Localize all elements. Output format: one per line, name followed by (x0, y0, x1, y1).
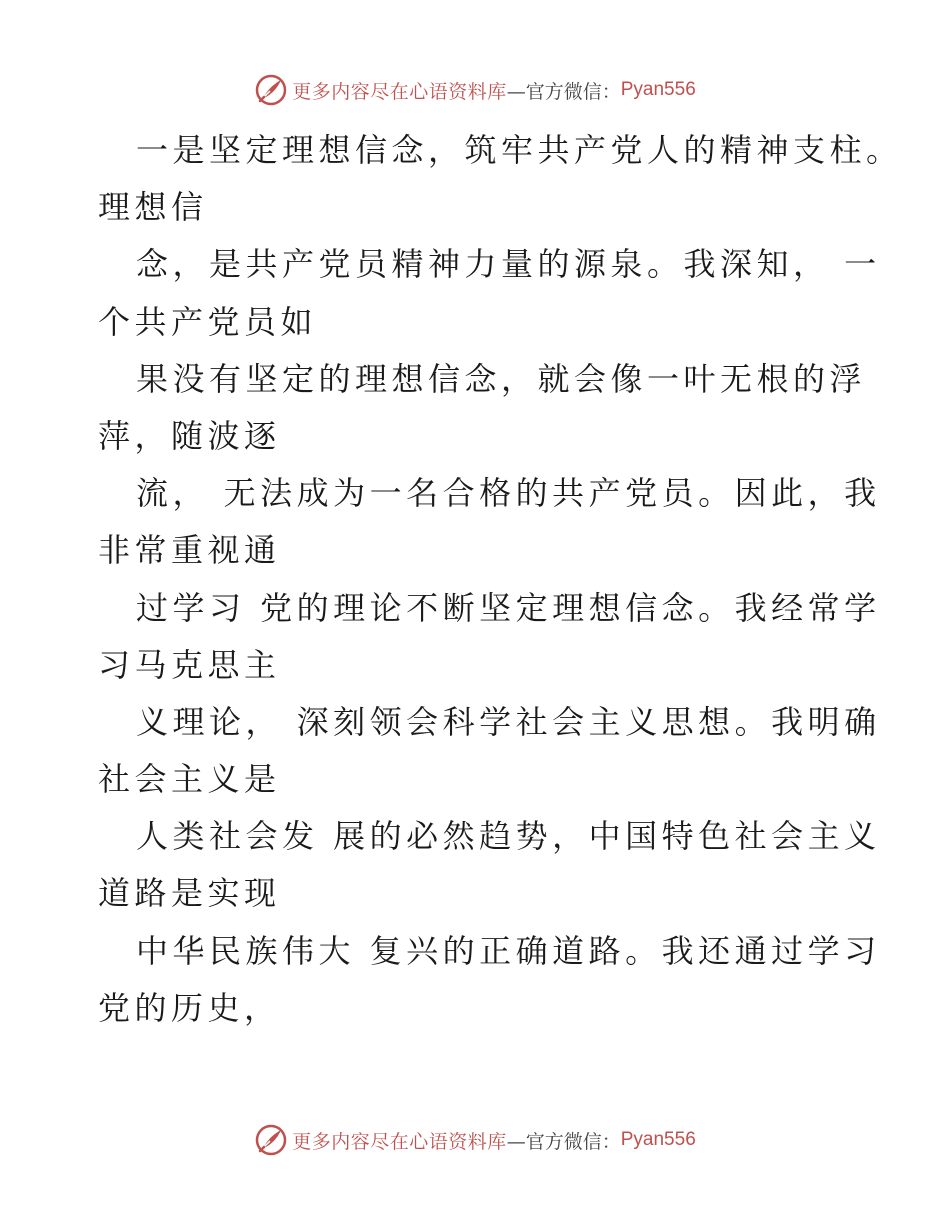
body-line: 道路是实现 (98, 874, 281, 913)
body-line: 萍，随波逐 (98, 416, 281, 455)
banner-wechat-id: Pyan556 (620, 1129, 696, 1150)
body-line: 义理论， 深刻领会科学社会主义思想。我明确 (136, 702, 881, 741)
body-line: 果没有坚定的理想信念，就会像一叶无根的浮 (136, 359, 867, 398)
body-line: 念，是共产党员精神力量的源泉。我深知， 一 (136, 245, 881, 284)
document-body (98, 122, 903, 1037)
banner-main-text: 更多内容尽在心语资料库 (292, 1130, 507, 1153)
body-line: 社会主义是 (98, 760, 281, 799)
body-line: 党的历史， (98, 988, 281, 1027)
body-line: 个共产党员如 (98, 302, 318, 341)
footer-watermark-banner (0, 1120, 950, 1160)
body-line: 人类社会发 展的必然趋势，中国特色社会主义 (136, 817, 881, 856)
banner-wechat-label: —官方微信： (506, 1130, 621, 1153)
header-watermark-banner (0, 70, 950, 110)
banner-wechat-label: —官方微信： (506, 80, 621, 103)
banner-main-text: 更多内容尽在心语资料库 (292, 80, 507, 103)
banner-wechat-id: Pyan556 (620, 79, 696, 100)
body-line: 流， 无法成为一名合格的共产党员。因此，我 (136, 474, 881, 513)
body-line: 习马克思主 (98, 645, 281, 684)
quill-pen-logo-icon (254, 1123, 288, 1157)
body-line: 过学习 党的理论不断坚定理想信念。我经常学 (136, 588, 881, 627)
body-line: 中华民族伟大 复兴的正确道路。我还通过学习 (136, 931, 881, 970)
body-line: 理想信 (98, 188, 208, 227)
quill-pen-logo-icon (254, 73, 288, 107)
body-line: 非常重视通 (98, 531, 281, 570)
body-line: 一是坚定理想信念，筑牢共产党人的精神支柱。 (136, 131, 903, 169)
